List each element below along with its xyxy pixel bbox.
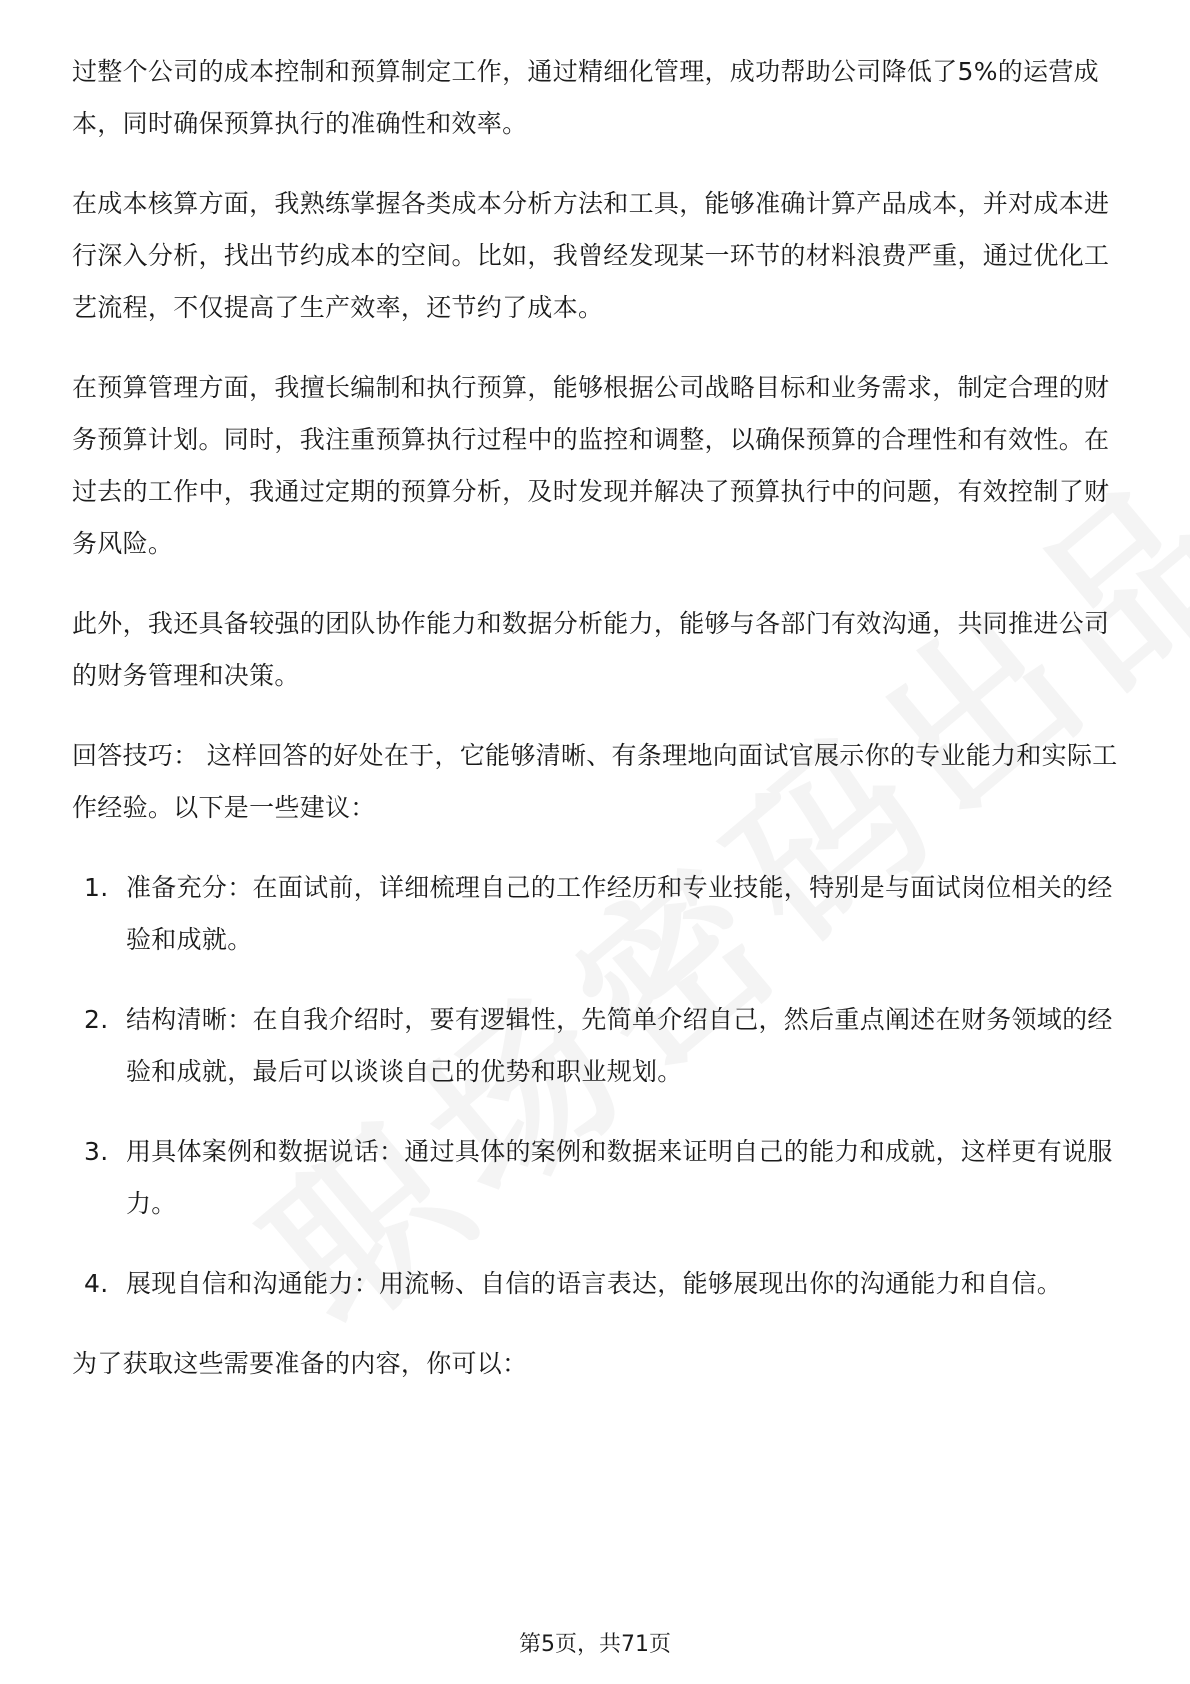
paragraph-teamwork: 此外，我还具备较强的团队协作能力和数据分析能力，能够与各部门有效沟通，共同推进公司的财务管理和决策。 bbox=[72, 609, 1110, 690]
paragraph-answer-tips: 回答技巧： 这样回答的好处在于，它能够清晰、有条理地向面试官展示你的专业能力和实际工作经验。以下是一些建议： bbox=[72, 741, 1118, 822]
list-item-text: 准备充分：在面试前，详细梳理自己的工作经历和专业技能，特别是与面试岗位相关的经验和成就。 bbox=[126, 873, 1113, 954]
list-number: 1. bbox=[84, 873, 109, 902]
list-item-text: 结构清晰：在自我介绍时，要有逻辑性，先简单介绍自己，然后重点阐述在财务领域的经验和成就，最后可以谈谈自己的优势和职业规划。 bbox=[126, 1005, 1113, 1086]
list-item bbox=[72, 994, 1122, 1098]
list-item-text: 用具体案例和数据说话：通过具体的案例和数据来证明自己的能力和成就，这样更有说服力。 bbox=[126, 1137, 1113, 1218]
paragraph-closing: 为了获取这些需要准备的内容，你可以： bbox=[72, 1349, 528, 1378]
paragraph-cost-accounting: 在成本核算方面，我熟练掌握各类成本分析方法和工具，能够准确计算产品成本，并对成本进行深入分析，找出节约成本的空间。比如，我曾经发现某一环节的材料浪费严重，通过优化工艺流程，不仅提高了生产效率，还节约了成本。 bbox=[72, 189, 1110, 322]
paragraph-cost-control: 过整个公司的成本控制和预算制定工作，通过精细化管理，成功帮助公司降低了5%的运营成本，同时确保预算执行的准确性和效率。 bbox=[72, 57, 1099, 138]
list-item bbox=[72, 862, 1122, 966]
paragraph-budget-management: 在预算管理方面，我擅长编制和执行预算，能够根据公司战略目标和业务需求，制定合理的财务预算计划。同时，我注重预算执行过程中的监控和调整，以确保预算的合理性和有效性。在过去的工作中，我通过定期的预算分析，及时发现并解决了预算执行中的问题，有效控制了财务风险。 bbox=[72, 373, 1110, 558]
list-number: 3. bbox=[84, 1137, 109, 1166]
list-item bbox=[72, 1126, 1122, 1230]
document-body bbox=[72, 46, 1122, 1418]
tips-list bbox=[72, 862, 1122, 1310]
list-item bbox=[72, 1258, 1122, 1310]
list-item-text: 展现自信和沟通能力：用流畅、自信的语言表达，能够展现出你的沟通能力和自信。 bbox=[126, 1269, 1063, 1298]
list-number: 4. bbox=[84, 1269, 109, 1298]
list-number: 2. bbox=[84, 1005, 109, 1034]
page-number: 第5页，共71页 bbox=[519, 1632, 671, 1657]
